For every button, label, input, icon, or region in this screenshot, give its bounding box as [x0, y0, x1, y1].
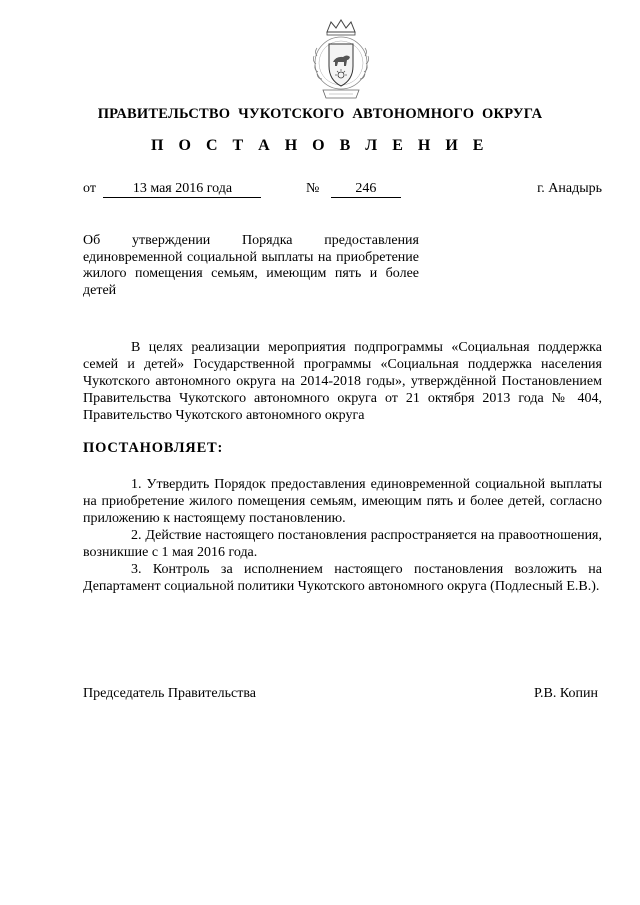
signatory-position: Председатель Правительства — [83, 686, 256, 701]
resolution-item-1: 1. Утвердить Порядок предоставления единовременной социальной выплаты на приобретение жилого помещения семьям, имеющим пять и более детей, согласно приложению к настоящему постановлению. — [83, 477, 602, 526]
resolution-item-3: 3. Контроль за исполнением настоящего постановления возложить на Департамент социальной политики Чукотского автономного округа (Подлесный Е.В.). — [83, 562, 602, 594]
signatory-name: Р.В. Копин — [534, 686, 598, 701]
organization-name: ПРАВИТЕЛЬСТВО ЧУКОТСКОГО АВТОНОМНОГО ОКРУГА — [97, 106, 543, 122]
coat-of-arms-icon — [303, 18, 379, 106]
city: г. Анадырь — [537, 181, 602, 196]
document-type: П О С Т А Н О В Л Е Н И Е — [151, 137, 489, 154]
resolution-items — [83, 476, 602, 595]
resolution-item-2: 2. Действие настоящего постановления распространяется на правоотношения, возникшие с 1 мая 2016 года. — [83, 528, 602, 560]
preamble: В целях реализации мероприятия подпрограммы «Социальная поддержка семей и детей» Государственной программы «Социальная поддержка населения Чукотского автономного округа на 2014-2018 годы», утверждённой Постановлением Правительства Чукотского автономного округа от 21 октября 2013 года № 404, Правительство Чукотского автономного округа — [83, 340, 602, 423]
resolves-heading: ПОСТАНОВЛЯЕТ: — [83, 440, 224, 456]
date-line — [83, 181, 261, 198]
date-value: 13 мая 2016 года — [103, 182, 261, 198]
number-line — [306, 181, 401, 198]
number-prefix: № — [306, 181, 320, 196]
number-value: 246 — [331, 182, 401, 198]
document-title: Об утверждении Порядка предоставления единовременной социальной выплаты на приобретение жилого помещения семьям, имеющим пять и более детей — [83, 233, 419, 298]
date-prefix: от — [83, 181, 96, 196]
